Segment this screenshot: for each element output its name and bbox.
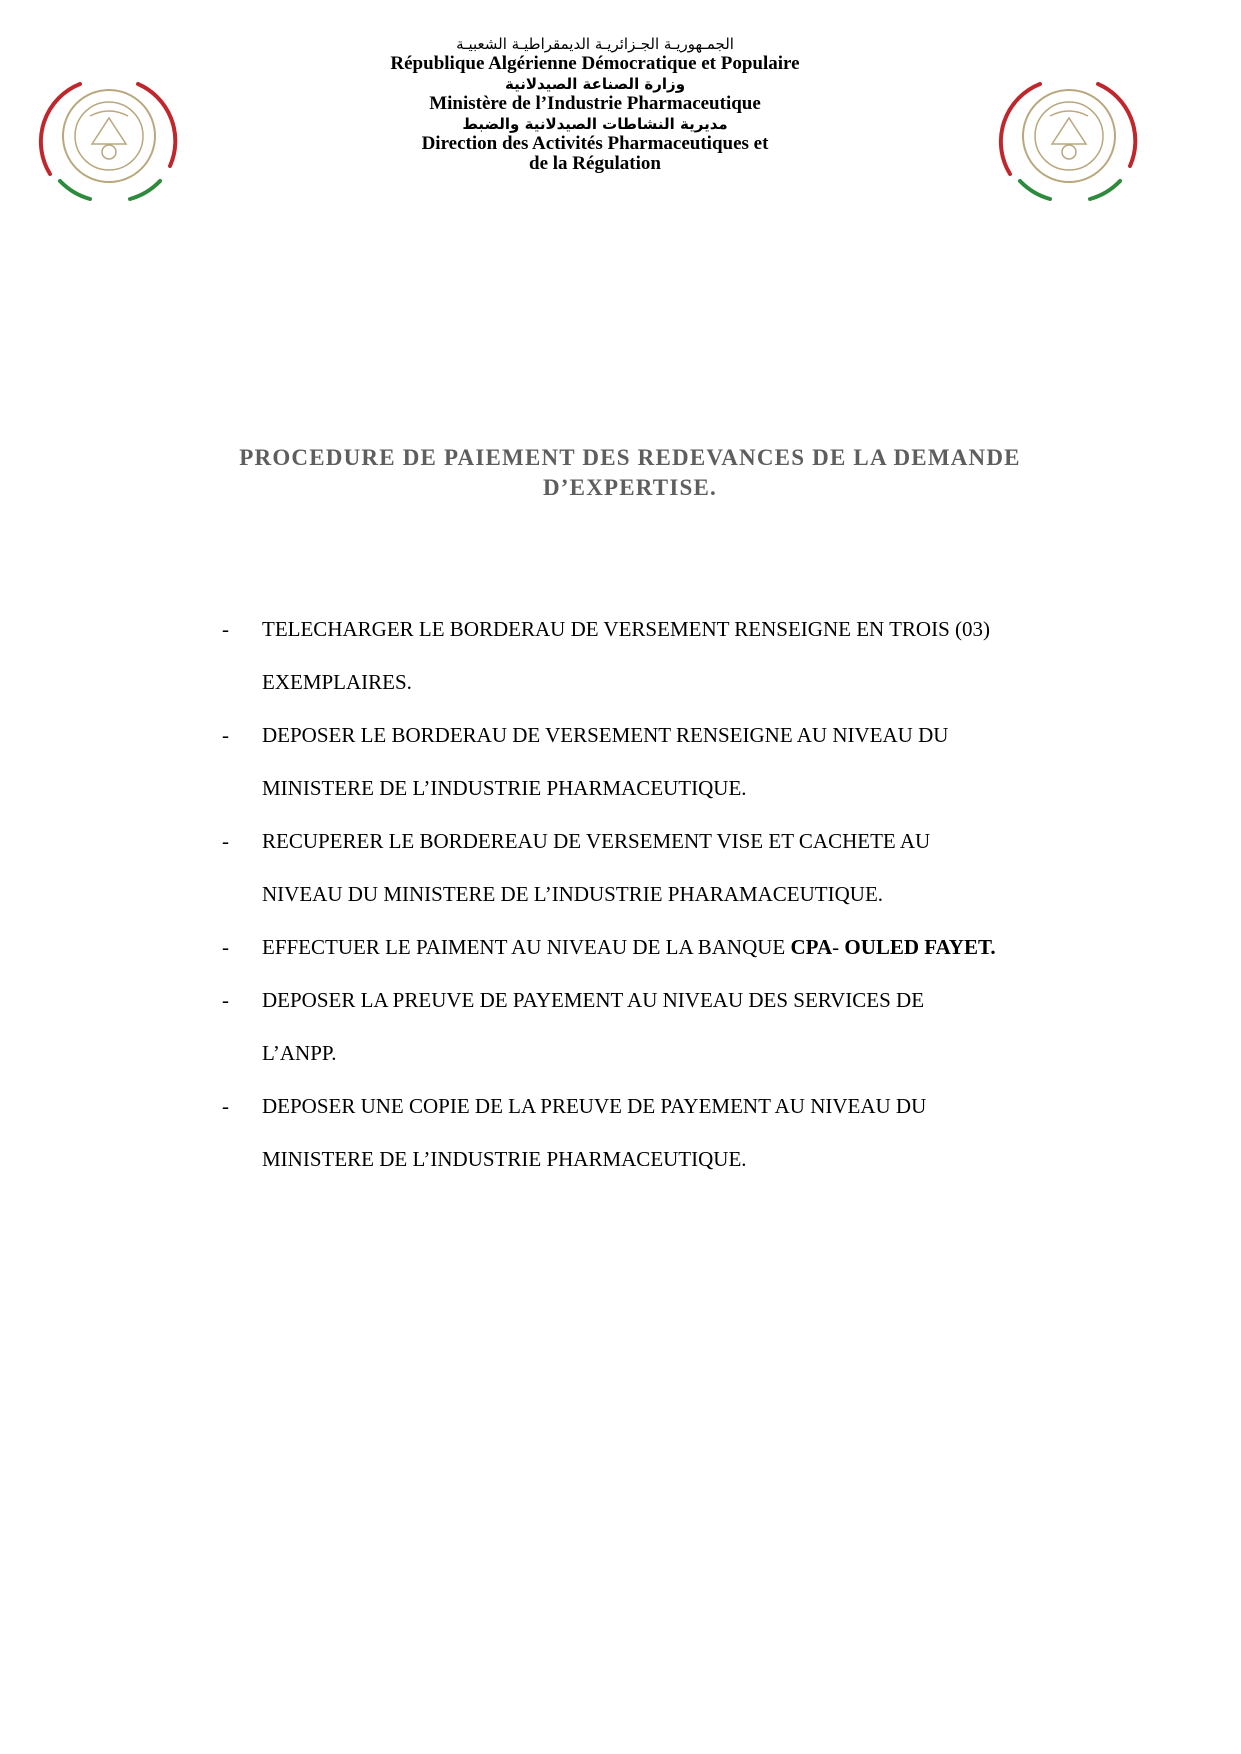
step-text-line: RECUPERER LE BORDEREAU DE VERSEMENT VISE ET CACHETE AU [262, 829, 931, 853]
step-text-line [262, 921, 1102, 974]
french-direction-line2: de la Régulation [529, 153, 661, 174]
procedure-step [222, 921, 1102, 974]
step-text-line: DEPOSER LE BORDERAU DE VERSEMENT RENSEIGNE AU NIVEAU DU [262, 723, 949, 747]
document-title-line1: PROCEDURE DE PAIEMENT DES REDEVANCES DE LA DEMANDE [239, 445, 1021, 470]
bank-name: CPA [790, 935, 833, 959]
ministry-seal-left [20, 56, 198, 206]
step-text-line: DEPOSER UNE COPIE DE LA PREUVE DE PAYEMENT AU NIVEAU DU [262, 1094, 927, 1118]
arabic-republic-name: الجمـهوريـة الجـزائريـة الديمقراطيـة الشعبيـة [456, 35, 734, 53]
procedure-step [222, 1080, 1102, 1186]
step-text-line: MINISTERE DE L’INDUSTRIE PHARMACEUTIQUE. [262, 1147, 747, 1171]
bullet-dash: - [222, 935, 229, 959]
step-text-line: TELECHARGER LE BORDERAU DE VERSEMENT RENSEIGNE EN TROIS (03) [262, 617, 990, 641]
bullet-dash: - [222, 1094, 229, 1118]
french-ministry-name: Ministère de l’Industrie Pharmaceutique [429, 93, 761, 114]
arabic-ministry-name: وزارة الصناعة الصيدلانية [504, 75, 686, 93]
step-text-line: L’ANPP. [262, 1041, 337, 1065]
ministry-seal-icon [980, 56, 1158, 206]
arabic-direction-name: مديرية النشاطات الصيدلانية والضبط [462, 115, 728, 133]
bullet-dash: - [222, 723, 229, 747]
step-text-line: MINISTERE DE L’INDUSTRIE PHARMACEUTIQUE. [262, 776, 747, 800]
document-title [160, 443, 1100, 503]
french-direction-line1: Direction des Activités Pharmaceutiques et [421, 133, 769, 154]
separator: - [832, 935, 845, 959]
bullet-dash: - [222, 617, 229, 641]
document-title-line2: D’EXPERTISE. [543, 475, 717, 500]
bank-branch: OULED FAYET. [844, 935, 996, 959]
letterhead [300, 34, 890, 174]
procedure-steps-list [222, 603, 1102, 1186]
procedure-step [222, 815, 1102, 921]
bullet-dash: - [222, 988, 229, 1012]
bullet-dash: - [222, 829, 229, 853]
step-text-line: DEPOSER LA PREUVE DE PAYEMENT AU NIVEAU DES SERVICES DE [262, 988, 925, 1012]
procedure-step [222, 974, 1102, 1080]
step-text-line: EXEMPLAIRES. [262, 670, 412, 694]
step-text: EFFECTUER LE PAIMENT AU NIVEAU DE LA BANQUE [262, 935, 791, 959]
ministry-seal-icon [20, 56, 198, 206]
french-republic-name: République Algérienne Démocratique et Populaire [390, 53, 800, 74]
procedure-step [222, 603, 1102, 709]
ministry-seal-right [980, 56, 1158, 206]
procedure-step [222, 709, 1102, 815]
step-text-line: NIVEAU DU MINISTERE DE L’INDUSTRIE PHARAMACEUTIQUE. [262, 882, 884, 906]
